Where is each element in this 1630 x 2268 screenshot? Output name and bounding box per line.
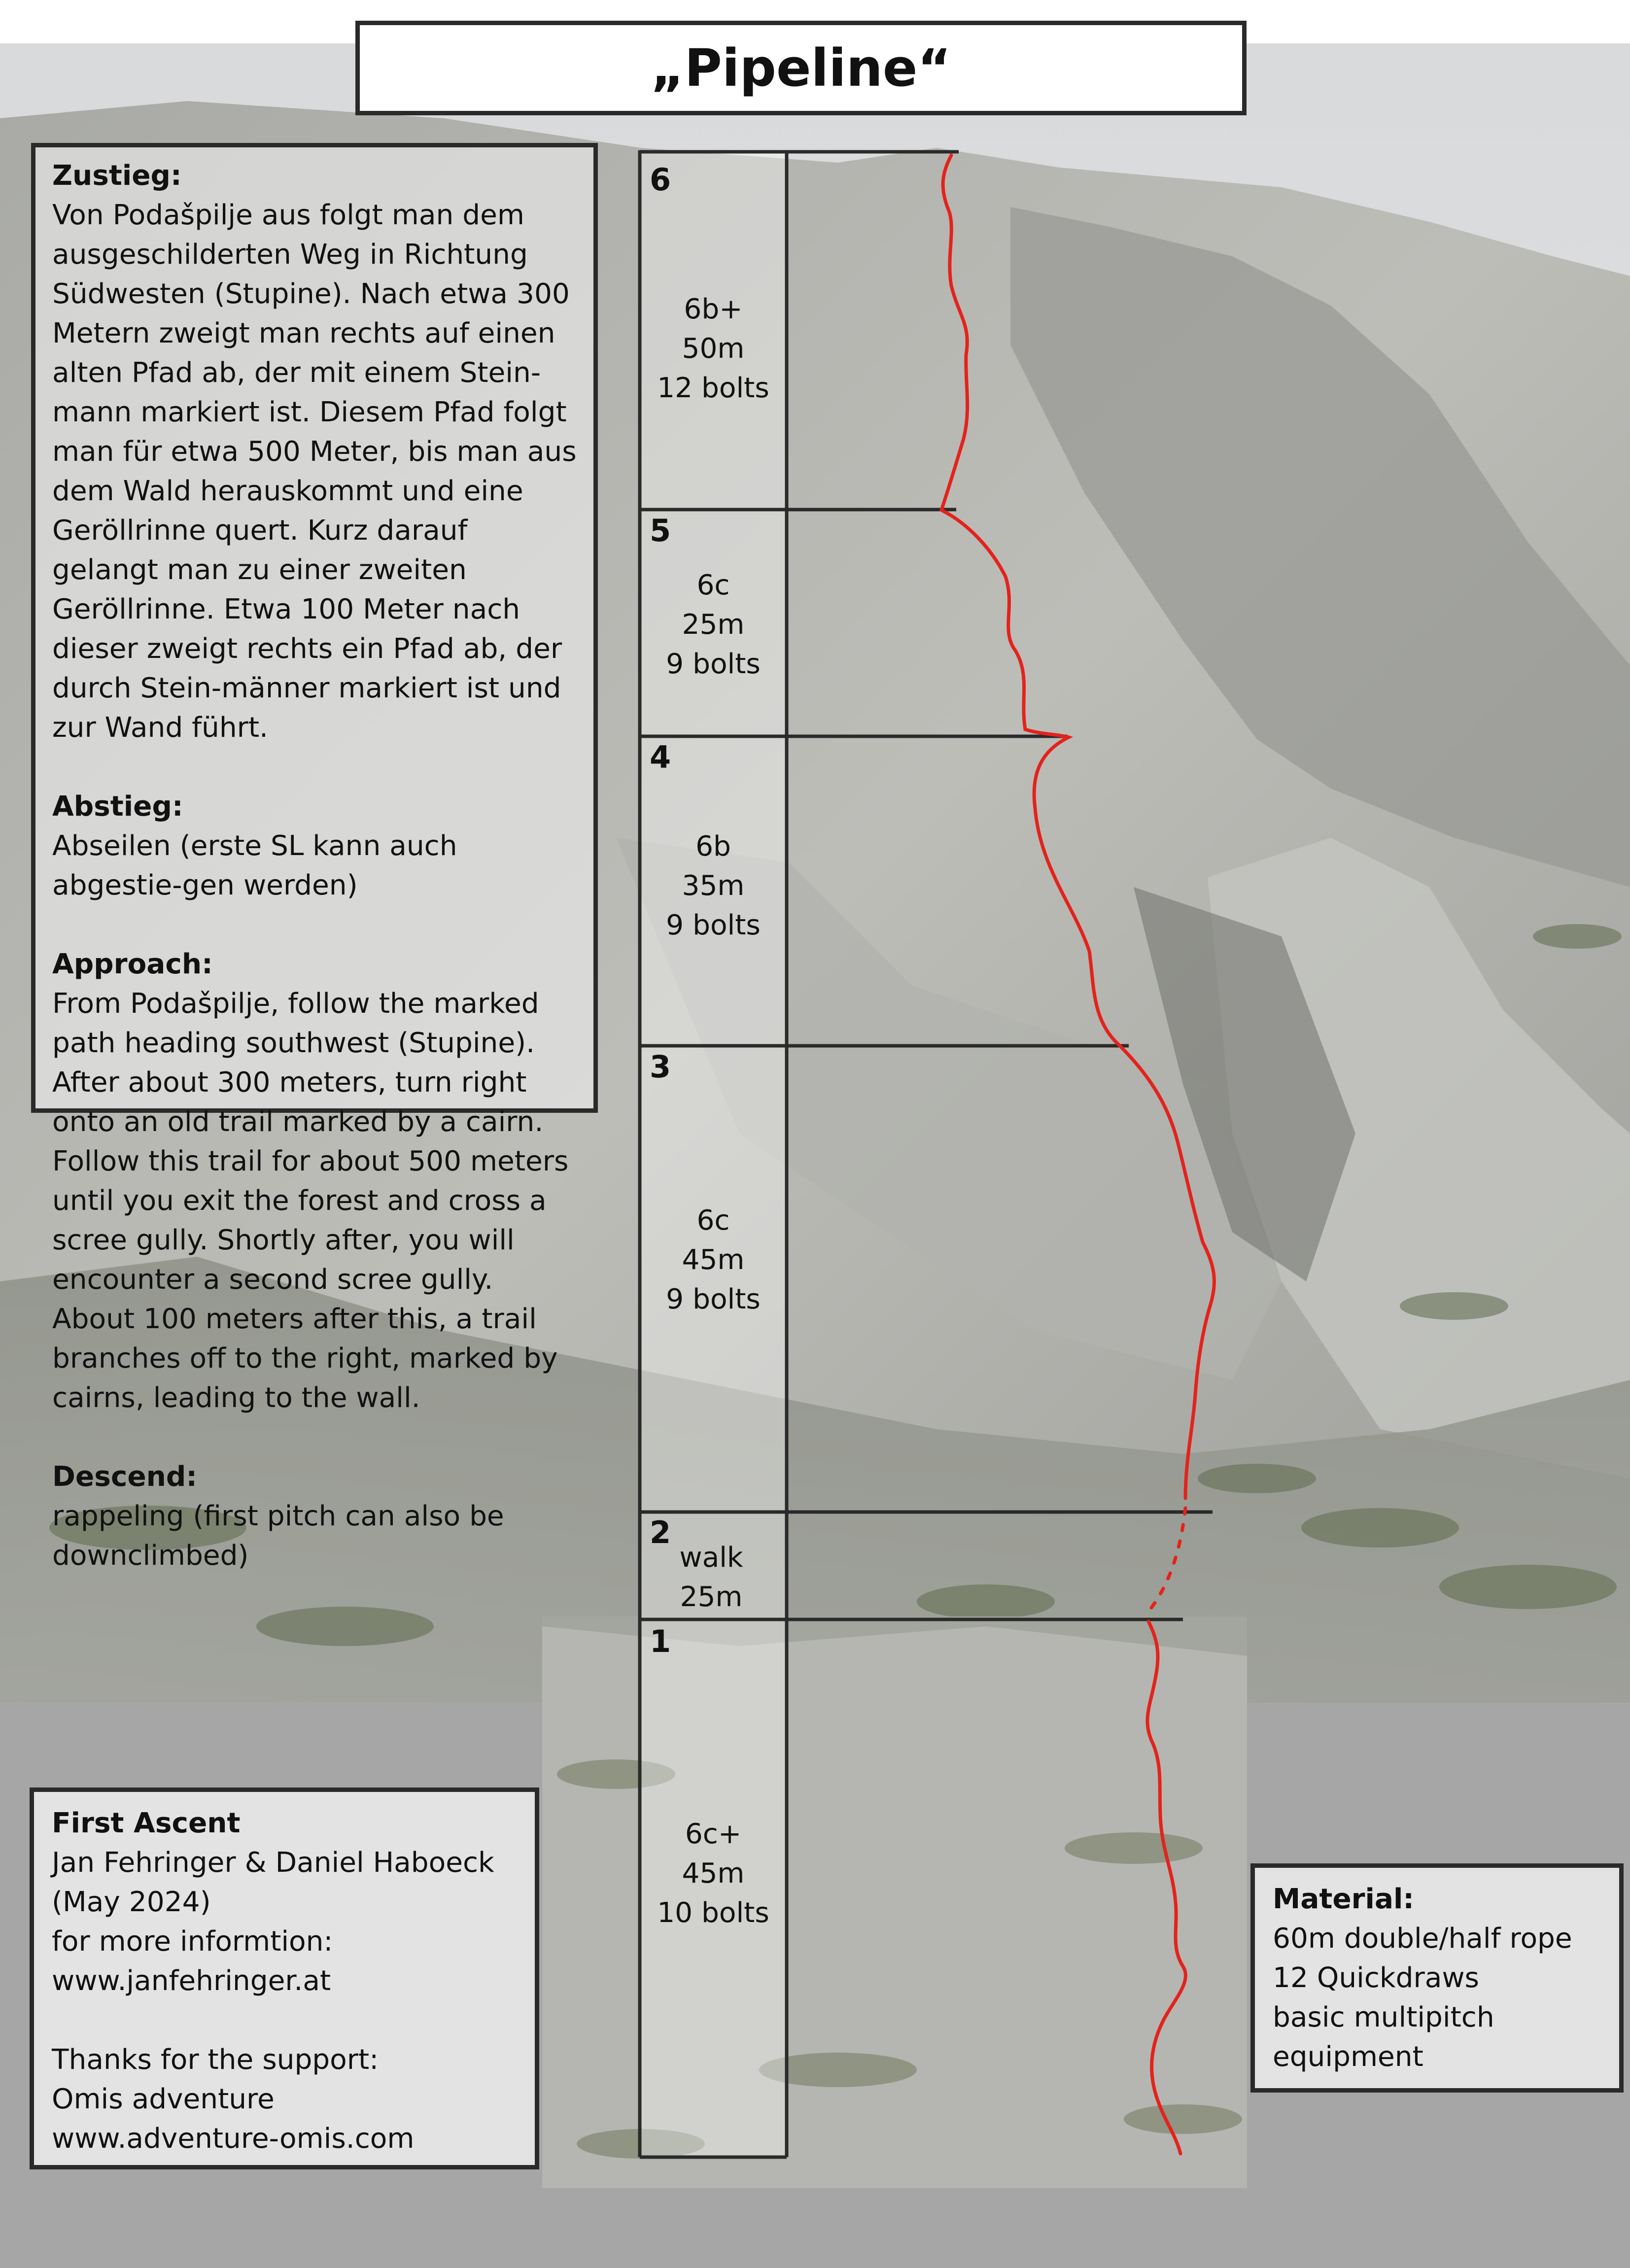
pitch-4-info	[640, 827, 787, 945]
descend-section	[52, 1457, 582, 1576]
website-link[interactable]: www.janfehringer.at	[52, 1965, 331, 1997]
title-box	[355, 21, 1247, 115]
material-item: 60m double/half rope	[1273, 1923, 1572, 1955]
pitch-length: 35m	[682, 870, 745, 902]
abstieg-heading: Abstieg:	[52, 790, 183, 823]
pitch-3-info	[640, 1201, 787, 1319]
material-item: basic multipitch equipment	[1273, 2001, 1494, 2073]
thanks-label: Thanks for the support:	[52, 2044, 379, 2076]
pitch-bolts: 9 bolts	[666, 1283, 761, 1315]
pitch-bolts: 12 bolts	[657, 372, 769, 404]
descend-text: rappeling (first pitch can also be downclimbed)	[52, 1500, 504, 1572]
approach-heading: Approach:	[52, 948, 213, 980]
pitch-length: 45m	[682, 1244, 745, 1276]
info-panel	[31, 143, 598, 1572]
pitch-1-info	[640, 1815, 787, 1933]
pitch-6-number: 6	[650, 162, 671, 198]
pitch-grade: 6c	[696, 569, 730, 601]
pitch-grade: walk	[679, 1542, 743, 1574]
page-title: „Pipeline“	[651, 38, 951, 98]
pitch-grade: 6b	[695, 830, 731, 862]
pitch-1-number: 1	[650, 1623, 671, 1659]
zustieg-heading: Zustieg:	[52, 160, 182, 192]
pitch-3-number: 3	[650, 1049, 671, 1085]
more-info-label: for more informtion:	[52, 1925, 333, 1958]
approach-text: From Podašpilje, follow the marked path heading southwest (Stupine). After about 300 meters, turn right onto an old trail marked by a cairn. Follow this trail for about 500 meters until you exit the forest and cross a scree gully. Shortly after, you will encounter a second scree gully. About 100 meters after this, a trail branches off to the right, marked by cairns, leading to the wall.	[52, 988, 569, 1414]
sponsor-name: Omis adventure	[52, 2083, 275, 2115]
pitch-length: 25m	[680, 1581, 743, 1613]
pitch-5-number: 5	[650, 513, 671, 549]
material-card	[1250, 1863, 1624, 2093]
abstieg-section	[52, 787, 582, 905]
pitch-2-info	[640, 1538, 783, 1617]
abstieg-text: Abseilen (erste SL kann auch abgestie-gen werden)	[52, 830, 457, 901]
first-ascent-block	[52, 1804, 535, 2001]
pitch-grade: 6b+	[684, 293, 743, 325]
first-ascent-heading: First Ascent	[52, 1807, 241, 1839]
thanks-block	[52, 2040, 535, 2159]
zustieg-section	[52, 156, 582, 748]
first-ascent-names: Jan Fehringer & Daniel Haboeck	[52, 1847, 494, 1879]
pitch-length: 50m	[682, 333, 745, 365]
descend-heading: Descend:	[52, 1461, 197, 1493]
pitch-grade: 6c	[696, 1204, 730, 1237]
pitch-bolts: 9 bolts	[666, 909, 761, 941]
pitch-grade: 6c+	[685, 1818, 742, 1850]
sponsor-link[interactable]: www.adventure-omis.com	[52, 2123, 415, 2155]
pitch-6-info	[640, 290, 787, 408]
pitch-5-info	[640, 566, 787, 684]
pitch-bolts: 10 bolts	[657, 1897, 769, 1929]
pitch-length: 25m	[682, 609, 745, 641]
zustieg-text: Von Podašpilje aus folgt man dem ausgeschilderten Weg in Richtung Südwesten (Stupine). Nach etwa 300 Metern zweigt man rechts auf einen alten Pfad ab, der mit einem Stein-mann markiert ist. Diesem Pfad folgt man für etwa 500 Meter, bis man aus dem Wald herauskommt und eine Geröllrinne quert. Kurz darauf gelangt man zu einer zweiten Geröllrinne. Etwa 100 Meter nach dieser zweigt rechts ein Pfad ab, der durch Stein-männer markiert ist und zur Wand führt.	[52, 199, 577, 744]
material-heading: Material:	[1273, 1883, 1414, 1915]
first-ascent-card	[30, 1787, 539, 2169]
material-item: 12 Quickdraws	[1273, 1962, 1479, 1994]
pitch-2-number: 2	[650, 1514, 671, 1550]
first-ascent-date: (May 2024)	[52, 1886, 211, 1918]
pitch-bolts: 9 bolts	[666, 648, 761, 680]
approach-section	[52, 945, 582, 1418]
pitch-4-number: 4	[650, 739, 671, 775]
pitch-length: 45m	[682, 1857, 745, 1890]
